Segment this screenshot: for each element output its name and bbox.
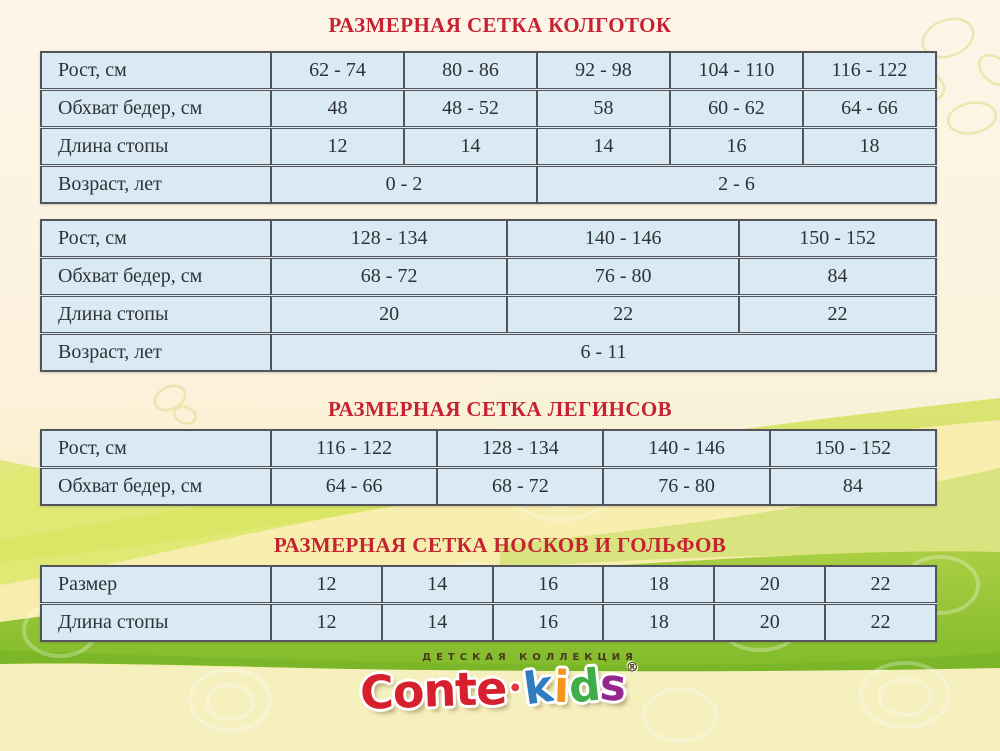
logo-letter: k (521, 660, 558, 716)
table-row (41, 296, 936, 334)
value-cell: 92 - 98 (537, 52, 670, 90)
value-cell: 64 - 66 (271, 468, 437, 506)
table-row (41, 220, 936, 258)
value-cell: 22 (507, 296, 739, 334)
registered-trademark-symbol: ® (625, 660, 640, 676)
logo-letter: i (553, 661, 570, 714)
leggings-size-table (40, 429, 937, 506)
table-row (41, 566, 936, 604)
value-cell: 62 - 74 (271, 52, 404, 90)
value-cell: 20 (714, 604, 825, 642)
value-cell: 22 (825, 604, 936, 642)
value-cell: 0 - 2 (271, 166, 537, 204)
value-cell: 84 (739, 258, 936, 296)
value-cell: 140 - 146 (603, 430, 769, 468)
socks-size-table (40, 565, 937, 642)
value-cell: 14 (382, 604, 493, 642)
row-label-cell: Длина стопы (41, 296, 271, 334)
value-cell: 20 (271, 296, 507, 334)
logo-letter: d (566, 659, 604, 714)
leggings-section-title: РАЗМЕРНАЯ СЕТКА ЛЕГИНСОВ (327, 397, 673, 421)
value-cell: 76 - 80 (603, 468, 769, 506)
value-cell: 116 - 122 (803, 52, 936, 90)
table-row (41, 128, 936, 166)
row-label-cell: Возраст, лет (41, 166, 271, 204)
row-label-cell: Рост, см (41, 430, 271, 468)
row-label-cell: Рост, см (41, 52, 271, 90)
row-label-cell: Размер (41, 566, 271, 604)
table-row (41, 604, 936, 642)
row-label-cell: Возраст, лет (41, 334, 271, 372)
value-cell: 6 - 11 (271, 334, 936, 372)
table-row (41, 334, 936, 372)
value-cell: 76 - 80 (507, 258, 739, 296)
row-label-cell: Длина стопы (41, 604, 271, 642)
value-cell: 128 - 134 (271, 220, 507, 258)
value-cell: 14 (404, 128, 537, 166)
row-label-cell: Длина стопы (41, 128, 271, 166)
table-row (41, 430, 936, 468)
value-cell: 150 - 152 (739, 220, 936, 258)
socks-section-title: РАЗМЕРНАЯ СЕТКА НОСКОВ И ГОЛЬФОВ (273, 533, 727, 557)
table-row (41, 258, 936, 296)
value-cell: 58 (537, 90, 670, 128)
logo-kids-text (521, 659, 629, 716)
value-cell: 16 (493, 566, 604, 604)
value-cell: 64 - 66 (803, 90, 936, 128)
value-cell: 80 - 86 (404, 52, 537, 90)
table-row (41, 90, 936, 128)
value-cell: 22 (739, 296, 936, 334)
logo-tagline: ДЕТСКАЯ КОЛЛЕКЦИЯ (422, 652, 638, 663)
value-cell: 20 (714, 566, 825, 604)
value-cell: 68 - 72 (437, 468, 603, 506)
value-cell: 116 - 122 (271, 430, 437, 468)
value-cell: 12 (271, 128, 404, 166)
row-label-cell: Обхват бедер, см (41, 468, 271, 506)
value-cell: 16 (493, 604, 604, 642)
row-label-cell: Обхват бедер, см (41, 90, 271, 128)
value-cell: 2 - 6 (537, 166, 936, 204)
tights-size-table-younger (40, 51, 937, 204)
tights-section-title: РАЗМЕРНАЯ СЕТКА КОЛГОТОК (328, 13, 672, 37)
value-cell: 14 (382, 566, 493, 604)
value-cell: 104 - 110 (670, 52, 803, 90)
value-cell: 16 (670, 128, 803, 166)
value-cell: 14 (537, 128, 670, 166)
row-label-cell: Обхват бедер, см (41, 258, 271, 296)
value-cell: 12 (271, 566, 382, 604)
value-cell: 68 - 72 (271, 258, 507, 296)
logo-brand-text (359, 659, 641, 720)
value-cell: 18 (803, 128, 936, 166)
conte-kids-logo (0, 652, 1000, 720)
value-cell: 84 (770, 468, 936, 506)
table-row (41, 468, 936, 506)
value-cell: 12 (271, 604, 382, 642)
logo-conte-text: Conte (359, 660, 508, 720)
value-cell: 48 - 52 (404, 90, 537, 128)
value-cell: 140 - 146 (507, 220, 739, 258)
logo-separator-dot: • (508, 676, 524, 702)
value-cell: 48 (271, 90, 404, 128)
tights-size-table-older (40, 219, 937, 372)
logo-letter: s (598, 659, 629, 712)
table-row (41, 52, 936, 90)
value-cell: 22 (825, 566, 936, 604)
row-label-cell: Рост, см (41, 220, 271, 258)
value-cell: 150 - 152 (770, 430, 936, 468)
value-cell: 18 (603, 566, 714, 604)
value-cell: 18 (603, 604, 714, 642)
value-cell: 128 - 134 (437, 430, 603, 468)
table-row (41, 166, 936, 204)
value-cell: 60 - 62 (670, 90, 803, 128)
